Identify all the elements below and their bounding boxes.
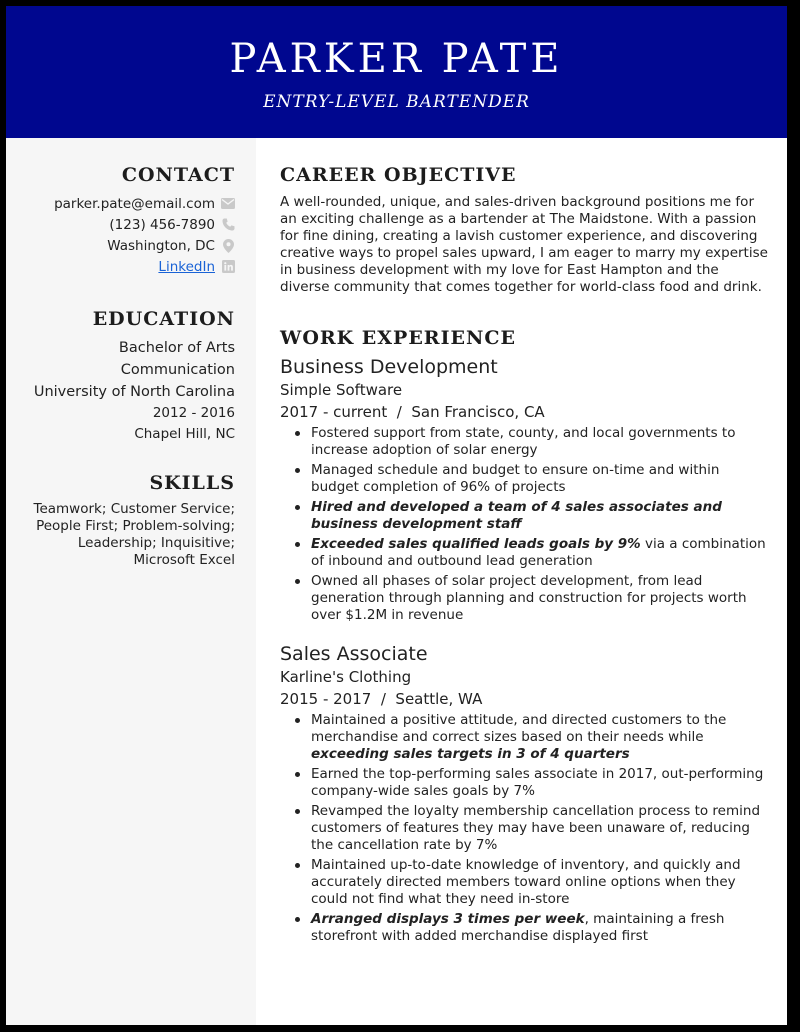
objective-section [280, 164, 770, 296]
bullet-item: Fostered support from state, county, and local governments to increase adoption of solar energy [280, 425, 770, 459]
candidate-role: ENTRY-LEVEL BARTENDER [263, 92, 530, 112]
skills-section [34, 472, 236, 569]
bullet-item: Revamped the loyalty membership cancellation process to remind customers of features they may have been unaware of, reducing the cancellation rate by 7% [280, 803, 770, 854]
experience-section [280, 327, 770, 948]
job-bullets [280, 425, 770, 624]
experience-title: WORK EXPERIENCE [280, 327, 516, 349]
job-company: Karline's Clothing [280, 668, 412, 686]
job-dates: 2017 - current / San Francisco, CA [280, 403, 545, 421]
education-major: Communication [120, 362, 235, 378]
skills-line: Teamwork; Customer Service; [33, 501, 235, 517]
contact-section [54, 164, 235, 277]
envelope-icon [221, 197, 235, 211]
contact-phone-row [54, 214, 235, 235]
bullet-item: Owned all phases of solar project development, from lead generation through planning and construction for projects worth over $1.2M in revenue [280, 573, 770, 624]
contact-phone: (123) 456-7890 [109, 216, 215, 233]
skills-line: Microsoft Excel [133, 552, 235, 568]
contact-email-row [54, 193, 235, 214]
job-dates: 2015 - 2017 / Seattle, WA [280, 690, 483, 708]
contact-email[interactable]: parker.pate@email.com [54, 195, 215, 212]
bullet-item: Arranged displays 3 times per week, maintaining a fresh storefront with added merchandise displayed first [280, 911, 770, 945]
linkedin-link[interactable]: LinkedIn [158, 258, 215, 275]
objective-text: A well-rounded, unique, and sales-driven background positions me for an exciting challenge as a bartender at The Maidstone. With a passion for fine dining, creating a lavish customer experience, and discovering creative ways to propel sales upward, I am eager to marry my expertise in business development with my love for East Hampton and the diverse community that comes together for world-class food and drink. [280, 194, 768, 295]
skills-title: SKILLS [149, 472, 235, 494]
education-section [34, 308, 235, 445]
candidate-name: PARKER PATE [229, 36, 564, 82]
bullet-item: Hired and developed a team of 4 sales associates and business development staff [280, 499, 770, 533]
job-entry [280, 642, 770, 945]
bullet-item: Maintained a positive attitude, and directed customers to the merchandise and correct sizes based on their needs while exceeding sales targets in 3 of 4 quarters [280, 712, 770, 763]
objective-title: CAREER OBJECTIVE [280, 164, 517, 186]
linkedin-icon [221, 260, 235, 274]
education-school: University of North Carolina [33, 384, 235, 400]
education-title: EDUCATION [92, 308, 235, 330]
job-bullets [280, 712, 770, 945]
contact-linkedin-row [54, 256, 235, 277]
job-entry [280, 355, 770, 624]
contact-location: Washington, DC [107, 237, 215, 254]
phone-icon [221, 218, 235, 232]
resume-page [6, 6, 787, 1025]
bullet-item: Managed schedule and budget to ensure on-time and within budget completion of 96% of projects [280, 462, 770, 496]
job-title: Business Development [280, 356, 498, 378]
bullet-item: Exceeded sales qualified leads goals by 9% via a combination of inbound and outbound lead generation [280, 536, 770, 570]
education-degree: Bachelor of Arts [118, 340, 235, 356]
bullet-item: Maintained up-to-date knowledge of inventory, and quickly and accurately directed members toward online options when they could not find what they need in-store [280, 857, 770, 908]
contact-title: CONTACT [121, 164, 235, 186]
resume-header [6, 6, 787, 138]
education-location: Chapel Hill, NC [134, 426, 235, 442]
job-company: Simple Software [280, 381, 403, 399]
skills-line: Leadership; Inquisitive; [77, 535, 235, 551]
bullet-item: Earned the top-performing sales associate in 2017, out-performing company-wide sales goals by 7% [280, 766, 770, 800]
education-years: 2012 - 2016 [152, 405, 235, 421]
job-title: Sales Associate [280, 643, 428, 665]
sidebar [6, 138, 256, 1025]
contact-location-row [54, 235, 235, 256]
skills-line: People First; Problem-solving; [36, 518, 235, 534]
map-pin-icon [221, 239, 235, 253]
